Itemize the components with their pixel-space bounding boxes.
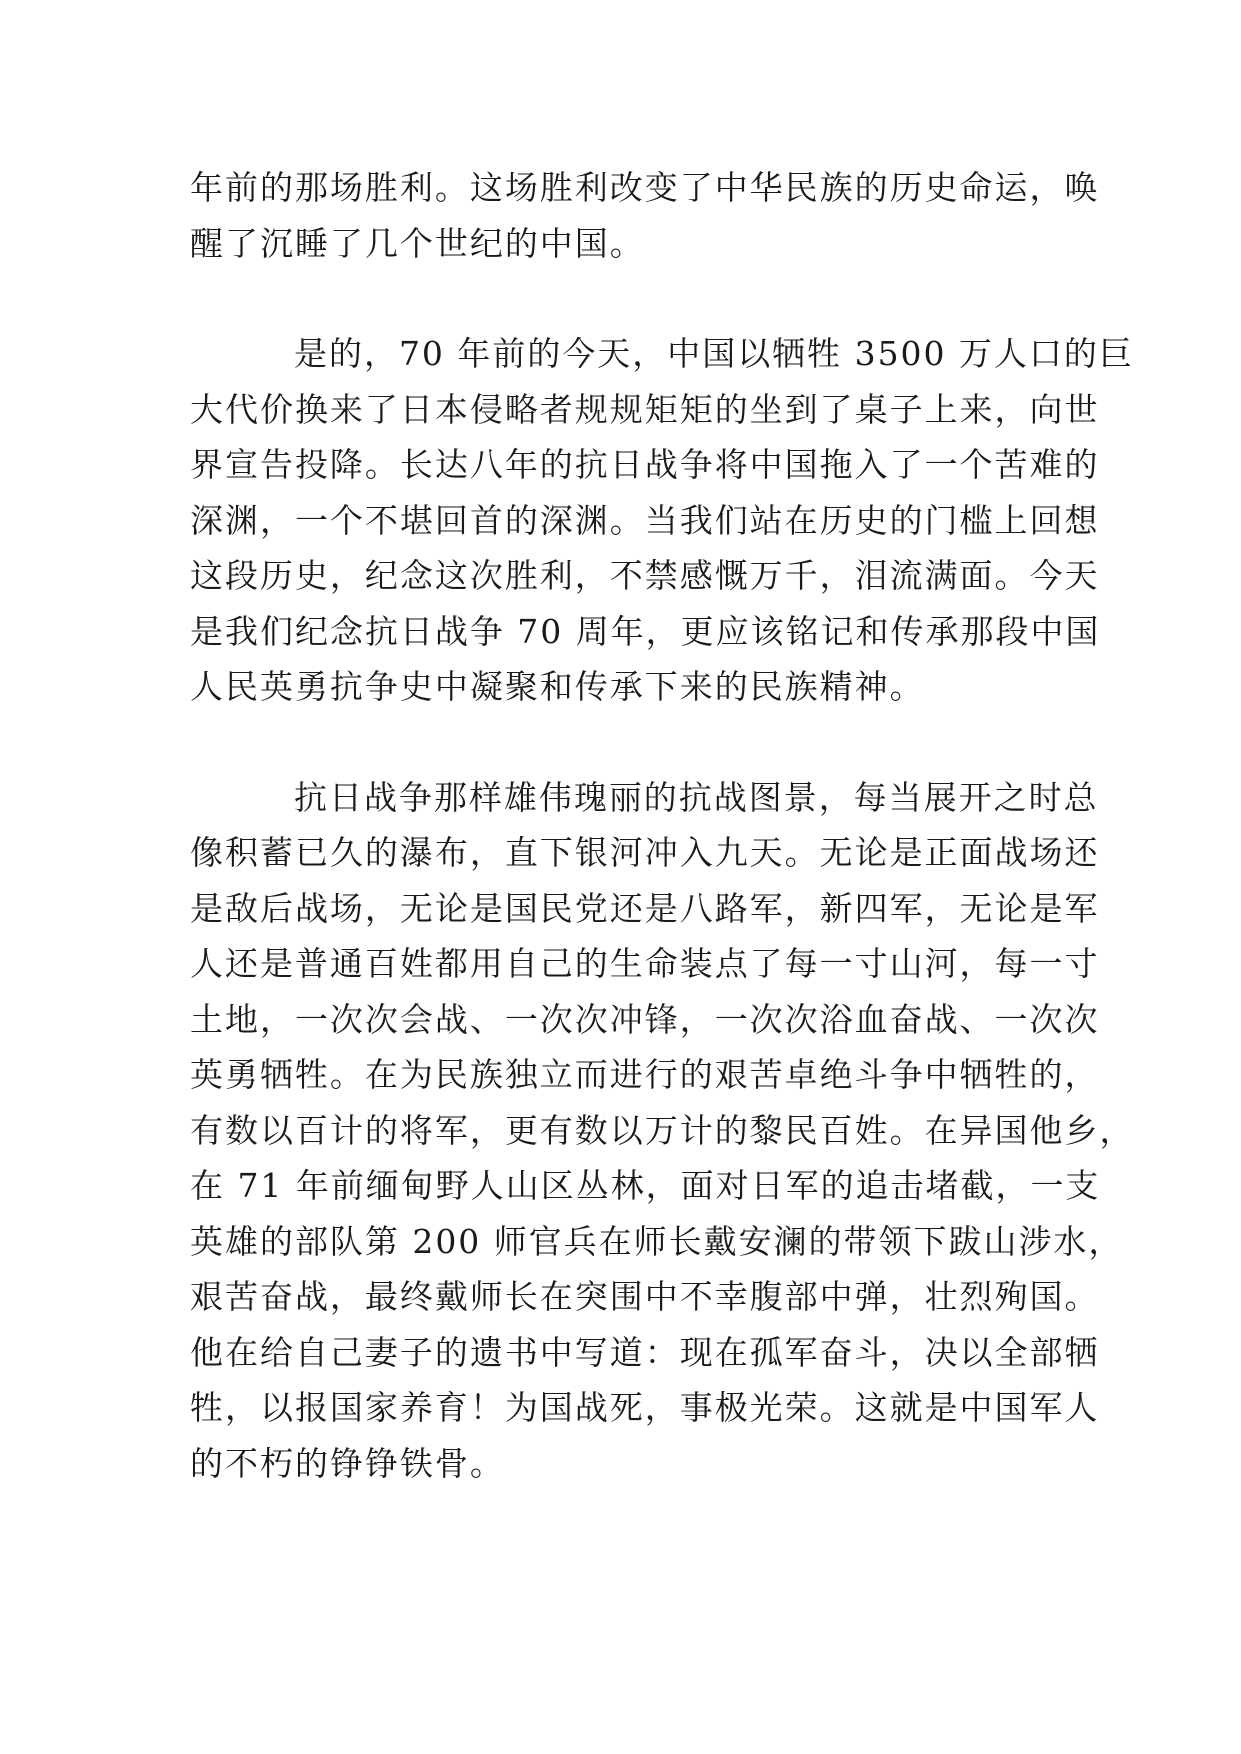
paragraph-1 bbox=[190, 160, 1100, 271]
text-line: 深渊，一个不堪回首的深渊。当我们站在历史的门槛上回想 bbox=[190, 500, 1100, 540]
text-line: 在 71 年前缅甸野人山区丛林，面对日军的追击堵截，一支 bbox=[190, 1166, 1101, 1205]
text-line: 人民英勇抗争史中凝聚和传承下来的民族精神。 bbox=[190, 667, 925, 706]
text-line: 牲，以报国家养育！为国战死，事极光荣。这就是中国军人 bbox=[190, 1388, 1100, 1427]
text-line: 英勇牺牲。在为民族独立而进行的艰苦卓绝斗争中牺牲的， bbox=[190, 1055, 1100, 1094]
body-text bbox=[190, 160, 1135, 1491]
text-line: 大代价换来了日本侵略者规规矩矩的坐到了桌子上来，向世 bbox=[190, 389, 1100, 429]
text-line: 界宣告投降。长达八年的抗日战争将中国拖入了一个苦难的 bbox=[190, 445, 1100, 484]
paragraph-2 bbox=[190, 326, 1134, 715]
text-line: 年前的那场胜利。这场胜利改变了中华民族的历史命运，唤 bbox=[190, 168, 1100, 207]
paragraph-spacer bbox=[190, 715, 1060, 770]
text-line: 艰苦奋战，最终戴师长在突围中不幸腹部中弹，壮烈殉国。 bbox=[190, 1277, 1100, 1316]
paragraph-3 bbox=[190, 770, 1135, 1492]
text-line: 人还是普通百姓都用自己的生命装点了每一寸山河，每一寸 bbox=[190, 944, 1100, 983]
text-line: 这段历史，纪念这次胜利，不禁感慨万千，泪流满面。今天 bbox=[190, 556, 1100, 595]
text-line: 的不朽的铮铮铁骨。 bbox=[190, 1443, 505, 1483]
paragraph-spacer bbox=[190, 271, 1060, 326]
text-line: 醒了沉睡了几个世纪的中国。 bbox=[190, 223, 645, 263]
text-line: 英雄的部队第 200 师官兵在师长戴安澜的带领下跋山涉水， bbox=[190, 1221, 1124, 1261]
text-line: 抗日战争那样雄伟瑰丽的抗战图景，每当展开之时总 bbox=[294, 777, 1099, 817]
text-line: 像积蓄已久的瀑布，直下银河冲入九天。无论是正面战场还 bbox=[190, 833, 1100, 872]
text-line: 土地，一次次会战、一次次冲锋，一次次浴血奋战、一次次 bbox=[190, 999, 1100, 1039]
text-line: 他在给自己妻子的遗书中写道：现在孤军奋斗，决以全部牺 bbox=[190, 1332, 1100, 1372]
text-line: 是的，70 年前的今天，中国以牺牲 3500 万人口的巨 bbox=[294, 334, 1134, 373]
text-line: 有数以百计的将军，更有数以万计的黎民百姓。在异国他乡， bbox=[190, 1110, 1135, 1150]
text-line: 是敌后战场，无论是国民党还是八路军，新四军，无论是军 bbox=[190, 888, 1100, 928]
text-line: 是我们纪念抗日战争 70 周年，更应该铭记和传承那段中国 bbox=[190, 611, 1101, 651]
